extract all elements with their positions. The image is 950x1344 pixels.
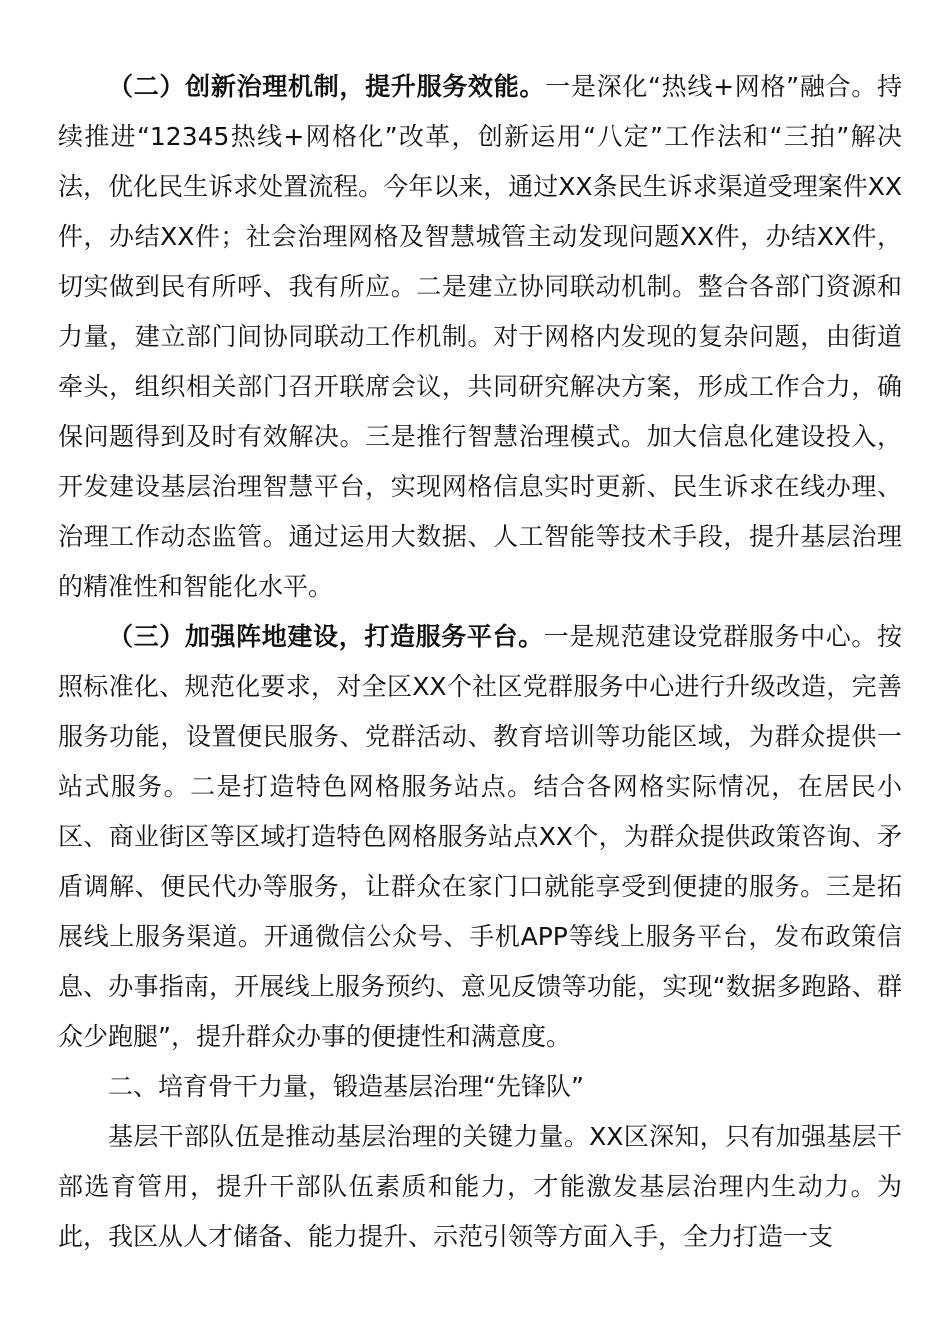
chapter-heading: 二、培育骨干力量，锻造基层治理“先锋队”: [108, 1072, 584, 1101]
section-lead-2: （二）创新治理机制，提升服务效能。: [108, 72, 546, 101]
section-body-2: 一是深化“热线+网格”融合。持续推进“12345热线+网格化”改革，创新运用“八定”工作法和“三拍”解决法，优化民生诉求处置流程。今年以来，通过XX条民生诉求渠道受理案件XX件，办结XX件；社会治理网格及智慧城管主动发现问题XX件，办结XX件，切实做到民有所呼、我有所应。二是建立协同联动机制。整合各部门资源和力量，建立部门间协同联动工作机制。对于网格内发现的复杂问题，由街道牵头，组织相关部门召开联席会议，共同研究解决方案，形成工作合力，确保问题得到及时有效解决。三是推行智慧治理模式。加大信息化建设投入，开发建设基层治理智慧平台，实现网格信息实时更新、民生诉求在线办理、治理工作动态监管。通过运用大数据、人工智能等技术手段，提升基层治理的精准性和智能化水平。: [58, 72, 902, 601]
section-paragraph-3: [58, 612, 902, 1062]
closing-paragraph: 基层干部队伍是推动基层治理的关键力量。XX区深知，只有加强基层干部选育管用，提升干部队伍素质和能力，才能激发基层治理内生动力。为此，我区从人才储备、能力提升、示范引领等方面入手，全力打造一支: [58, 1122, 902, 1251]
section-lead-3: （三）加强阵地建设，打造服务平台。: [108, 622, 544, 651]
document-page: [58, 62, 902, 1262]
section-body-3: 一是规范建设党群服务中心。按照标准化、规范化要求，对全区XX个社区党群服务中心进行升级改造，完善服务功能，设置便民服务、党群活动、教育培训等功能区域，为群众提供一站式服务。二是打造特色网格服务站点。结合各网格实际情况，在居民小区、商业街区等区域打造特色网格服务站点XX个，为群众提供政策咨询、矛盾调解、便民代办等服务，让群众在家门口就能享受到便捷的服务。三是拓展线上服务渠道。开通微信公众号、手机APP等线上服务平台，发布政策信息、办事指南，开展线上服务预约、意见反馈等功能，实现“数据多跑路、群众少跑腿”，提升群众办事的便捷性和满意度。: [58, 622, 902, 1051]
section-paragraph-2: [58, 62, 902, 612]
